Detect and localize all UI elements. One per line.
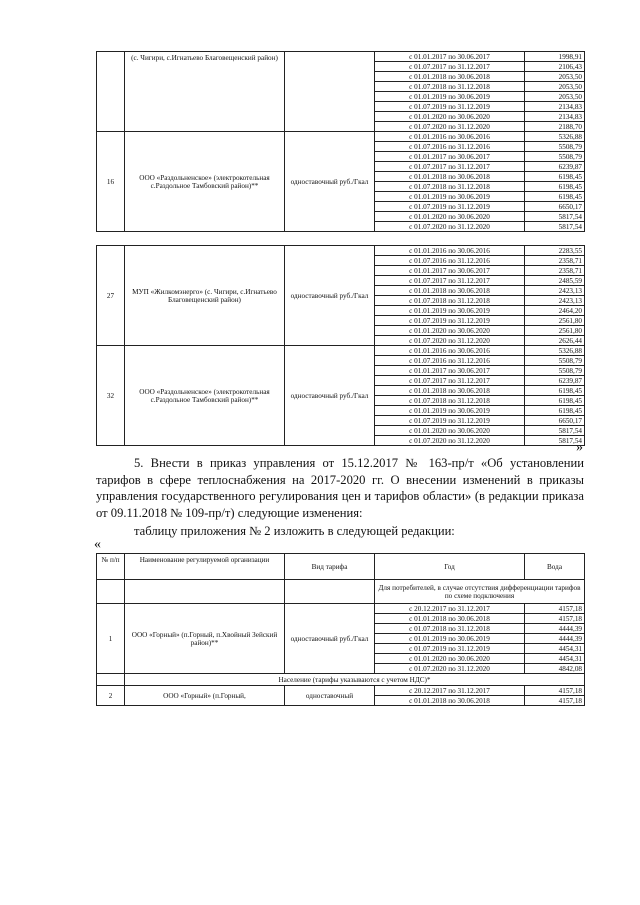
organization-name: ООО «Раздольненское» (электрокотельная с.Раздольное Тамбовский район)** — [125, 346, 285, 446]
period-cell: с 01.01.2018 по 30.06.2018 — [375, 72, 525, 82]
tariff-value-cell: 6650,17 — [525, 416, 585, 426]
table1-body — [97, 52, 585, 232]
tariff-value-cell: 2464,20 — [525, 306, 585, 316]
table3-header-row — [97, 554, 585, 580]
tariff-value-cell: 4454,31 — [525, 654, 585, 664]
tariff-value-cell: 6198,45 — [525, 172, 585, 182]
period-cell: с 01.07.2020 по 31.12.2020 — [375, 664, 525, 674]
period-row — [97, 686, 585, 696]
period-cell: с 01.07.2017 по 31.12.2017 — [375, 62, 525, 72]
tariff-value-cell: 2053,50 — [525, 92, 585, 102]
period-cell: с 01.01.2020 по 30.06.2020 — [375, 426, 525, 436]
period-cell: с 01.07.2018 по 31.12.2018 — [375, 82, 525, 92]
tariff-type: одноставочный руб./Гкал — [285, 604, 375, 674]
period-cell: с 01.01.2019 по 30.06.2019 — [375, 306, 525, 316]
consumers-header-row — [97, 580, 585, 604]
period-cell: с 01.01.2019 по 30.06.2019 — [375, 92, 525, 102]
period-cell: с 01.07.2016 по 31.12.2016 — [375, 356, 525, 366]
tariff-value-cell: 2423,13 — [525, 296, 585, 306]
organization-name: (с. Чигири, с.Игнатьево Благовещенский район) — [125, 52, 285, 132]
tariff-value-cell: 2053,50 — [525, 72, 585, 82]
tariff-table-1 — [96, 51, 585, 232]
header-num: № п/п — [97, 554, 125, 580]
header-year: Год — [375, 554, 525, 580]
tariff-value-cell: 2053,50 — [525, 82, 585, 92]
period-cell: с 01.01.2018 по 30.06.2018 — [375, 386, 525, 396]
tariff-value-cell: 6198,45 — [525, 396, 585, 406]
period-cell: с 01.07.2018 по 31.12.2018 — [375, 296, 525, 306]
period-cell: с 20.12.2017 по 31.12.2017 — [375, 604, 525, 614]
tariff-value-cell: 4157,18 — [525, 696, 585, 706]
period-cell: с 01.07.2020 по 31.12.2020 — [375, 222, 525, 232]
period-cell: с 01.07.2018 по 31.12.2018 — [375, 396, 525, 406]
period-cell: с 01.01.2019 по 30.06.2019 — [375, 192, 525, 202]
tariff-value-cell: 4444,39 — [525, 634, 585, 644]
instruction-line — [96, 523, 584, 540]
row-number — [97, 52, 125, 132]
period-cell: с 01.07.2016 по 31.12.2016 — [375, 142, 525, 152]
period-cell: с 01.01.2017 по 30.06.2017 — [375, 366, 525, 376]
period-cell: с 01.01.2018 по 30.06.2018 — [375, 696, 525, 706]
period-cell: с 01.07.2019 по 31.12.2019 — [375, 202, 525, 212]
table3-row1-body — [97, 604, 585, 674]
population-header-row — [97, 674, 585, 686]
period-row — [97, 52, 585, 62]
header-org: Наименование регулируемой организации — [125, 554, 285, 580]
tariff-value-cell: 4444,39 — [525, 624, 585, 634]
organization-name: ООО «Раздольненское» (электрокотельная с.Раздольное Тамбовский район)** — [125, 132, 285, 232]
organization-name: МУП «Жилкомэнерго» (с. Чигири, с.Игнатьево Благовещенский район) — [125, 246, 285, 346]
tariff-value-cell: 2283,55 — [525, 246, 585, 256]
period-cell: с 01.07.2019 по 31.12.2019 — [375, 644, 525, 654]
tariff-value-cell: 2134,83 — [525, 102, 585, 112]
tariff-value-cell: 2561,80 — [525, 316, 585, 326]
tariff-value-cell: 5817,54 — [525, 426, 585, 436]
period-cell: с 01.01.2017 по 30.06.2017 — [375, 266, 525, 276]
tariff-value-cell: 5508,79 — [525, 142, 585, 152]
row-number: 32 — [97, 346, 125, 446]
table2-body — [97, 246, 585, 446]
period-cell: с 01.07.2018 по 31.12.2018 — [375, 182, 525, 192]
period-cell: с 01.01.2019 по 30.06.2019 — [375, 406, 525, 416]
period-row — [97, 246, 585, 256]
amendment-text: 5. Внести в приказ управления от 15.12.2017 № 163-пр/т «Об установлении тарифов в сфере теплоснабжения на 2017-2020 гг. О внесении изменений в приказы управления государственного регулирования цен и тарифов области» (в редакции приказа от 09.11.2018 № 109-пр/т) следующие изменения: — [96, 456, 584, 520]
tariff-value-cell: 6239,87 — [525, 376, 585, 386]
period-cell: с 01.01.2020 по 30.06.2020 — [375, 112, 525, 122]
header-water: Вода — [525, 554, 585, 580]
period-cell: с 01.07.2017 по 31.12.2017 — [375, 162, 525, 172]
period-cell: с 01.07.2017 по 31.12.2017 — [375, 376, 525, 386]
tariff-value-cell: 2423,13 — [525, 286, 585, 296]
tariff-type: одноставочный руб./Гкал — [285, 132, 375, 232]
period-cell: с 01.01.2017 по 30.06.2017 — [375, 52, 525, 62]
tariff-table-3 — [96, 553, 585, 706]
tariff-value-cell: 6198,45 — [525, 406, 585, 416]
period-cell: с 01.01.2018 по 30.06.2018 — [375, 614, 525, 624]
tariff-type: одноставочный — [285, 686, 375, 706]
period-cell: с 01.07.2020 по 31.12.2020 — [375, 436, 525, 446]
header-type: Вид тарифа — [285, 554, 375, 580]
tariff-value-cell: 6239,87 — [525, 162, 585, 172]
tariff-value-cell: 4157,18 — [525, 614, 585, 624]
period-cell: с 20.12.2017 по 31.12.2017 — [375, 686, 525, 696]
tariff-value-cell: 2626,44 — [525, 336, 585, 346]
tariff-value-cell: 5817,54 — [525, 436, 585, 446]
tariff-table-2 — [96, 245, 585, 446]
period-row — [97, 604, 585, 614]
period-cell: с 01.07.2017 по 31.12.2017 — [375, 276, 525, 286]
tariff-value-cell: 2188,70 — [525, 122, 585, 132]
period-cell: с 01.01.2020 по 30.06.2020 — [375, 326, 525, 336]
tariff-value-cell: 2561,80 — [525, 326, 585, 336]
period-cell: с 01.07.2019 по 31.12.2019 — [375, 316, 525, 326]
tariff-value-cell: 4842,08 — [525, 664, 585, 674]
period-cell: с 01.01.2019 по 30.06.2019 — [375, 634, 525, 644]
tariff-value-cell: 5508,79 — [525, 152, 585, 162]
organization-name: ООО «Горный» (п.Горный, — [125, 686, 285, 706]
organization-name: ООО «Горный» (п.Горный, п.Хвойный Зейский район)** — [125, 604, 285, 674]
tariff-type: одноставочный руб./Гкал — [285, 346, 375, 446]
closing-quote: » — [576, 440, 583, 455]
tariff-value-cell: 6198,45 — [525, 192, 585, 202]
period-cell: с 01.07.2020 по 31.12.2020 — [375, 336, 525, 346]
tariff-type — [285, 52, 375, 132]
period-cell: с 01.01.2018 по 30.06.2018 — [375, 286, 525, 296]
row-number: 1 — [97, 604, 125, 674]
tariff-value-cell: 5817,54 — [525, 222, 585, 232]
tariff-value-cell: 5326,88 — [525, 346, 585, 356]
period-cell: с 01.01.2020 по 30.06.2020 — [375, 212, 525, 222]
tariff-value-cell: 6198,45 — [525, 386, 585, 396]
period-cell: с 01.07.2020 по 31.12.2020 — [375, 122, 525, 132]
tariff-value-cell: 4157,18 — [525, 604, 585, 614]
tariff-value-cell: 5326,88 — [525, 132, 585, 142]
tariff-value-cell: 2358,71 — [525, 266, 585, 276]
tariff-value-cell: 4454,31 — [525, 644, 585, 654]
tariff-value-cell: 5508,79 — [525, 366, 585, 376]
population-header: Население (тарифы указываются с учетом НДС)* — [125, 674, 585, 686]
period-cell: с 01.01.2020 по 30.06.2020 — [375, 654, 525, 664]
table3-row2-body — [97, 686, 585, 706]
period-cell: с 01.01.2018 по 30.06.2018 — [375, 172, 525, 182]
amendment-paragraph — [96, 455, 584, 521]
tariff-value-cell: 5508,79 — [525, 356, 585, 366]
consumers-header: Для потребителей, в случае отсутствия дифференциации тарифов по схеме подключения — [375, 580, 585, 604]
period-cell: с 01.07.2018 по 31.12.2018 — [375, 624, 525, 634]
opening-quote: « — [94, 537, 101, 552]
tariff-value-cell: 4157,18 — [525, 686, 585, 696]
period-row — [97, 346, 585, 356]
period-cell: с 01.01.2016 по 30.06.2016 — [375, 246, 525, 256]
tariff-value-cell: 5817,54 — [525, 212, 585, 222]
row-number: 2 — [97, 686, 125, 706]
period-cell: с 01.01.2016 по 30.06.2016 — [375, 132, 525, 142]
period-cell: с 01.01.2017 по 30.06.2017 — [375, 152, 525, 162]
tariff-value-cell: 2485,59 — [525, 276, 585, 286]
tariff-value-cell: 6650,17 — [525, 202, 585, 212]
period-cell: с 01.07.2019 по 31.12.2019 — [375, 416, 525, 426]
period-cell: с 01.07.2019 по 31.12.2019 — [375, 102, 525, 112]
tariff-value-cell: 2358,71 — [525, 256, 585, 266]
row-number: 16 — [97, 132, 125, 232]
instruction-text: таблицу приложения № 2 изложить в следующей редакции: — [134, 524, 455, 538]
tariff-value-cell: 6198,45 — [525, 182, 585, 192]
tariff-value-cell: 2106,43 — [525, 62, 585, 72]
period-cell: с 01.01.2016 по 30.06.2016 — [375, 346, 525, 356]
tariff-value-cell: 2134,83 — [525, 112, 585, 122]
tariff-type: одноставочный руб./Гкал — [285, 246, 375, 346]
period-cell: с 01.07.2016 по 31.12.2016 — [375, 256, 525, 266]
row-number: 27 — [97, 246, 125, 346]
tariff-value-cell: 1998,91 — [525, 52, 585, 62]
period-row — [97, 132, 585, 142]
